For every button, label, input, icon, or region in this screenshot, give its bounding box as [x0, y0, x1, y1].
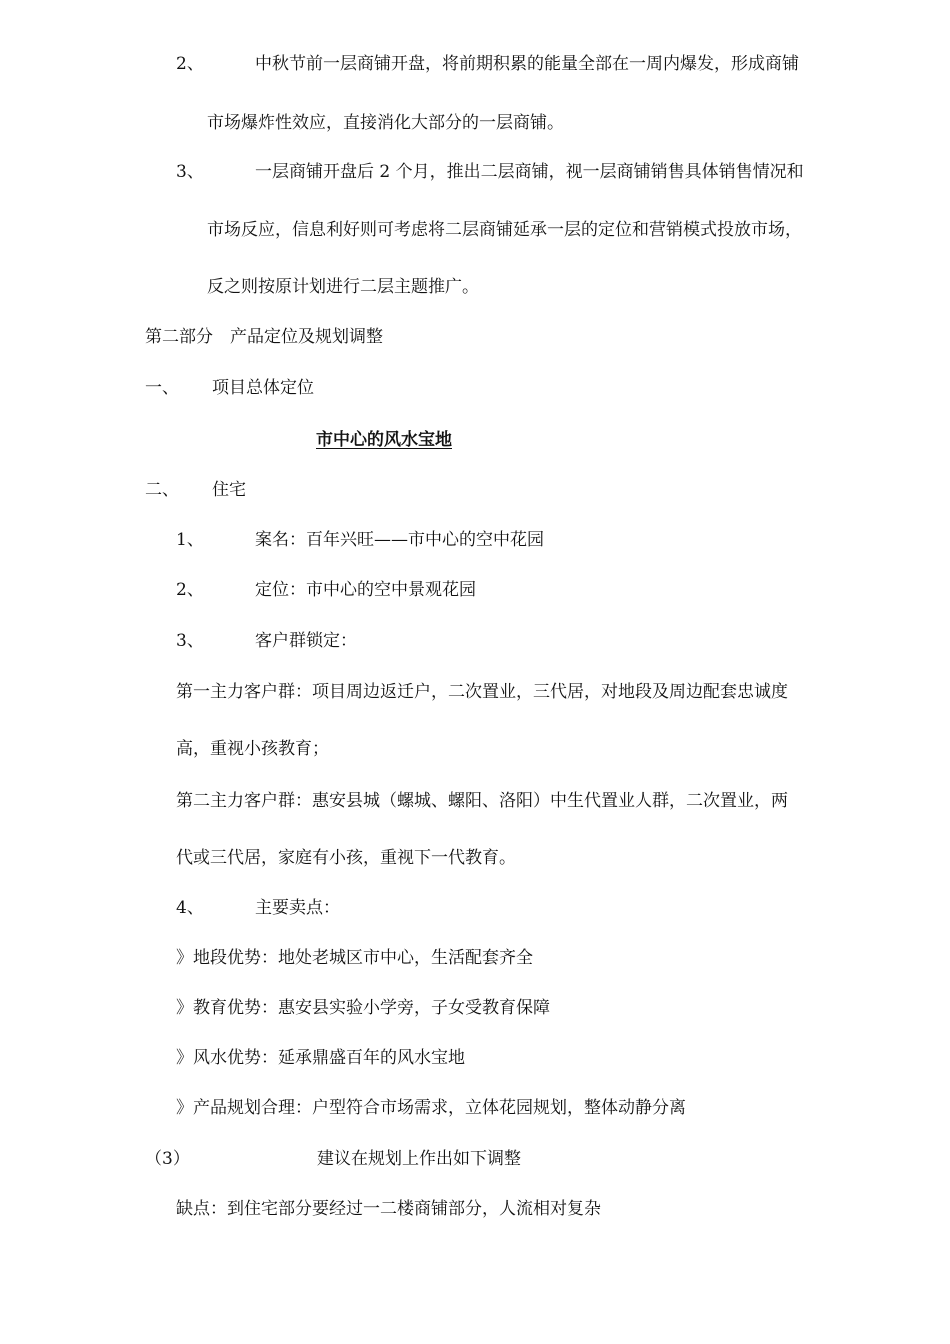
customer-group-primary: 第一主力客户群：项目周边返迁户，二次置业，三代居，对地段及周边配套忠诚度	[176, 682, 788, 702]
paragraph-line: 反之则按原计划进行二层主题推广。	[207, 277, 479, 297]
selling-point: 》教育优势：惠安县实验小学旁，子女受教育保障	[176, 998, 550, 1018]
customer-group-secondary-cont: 代或三代居，家庭有小孩，重视下一代教育。	[176, 848, 516, 868]
list-number: 4、	[176, 898, 204, 918]
list-item: 定位：市中心的空中景观花园	[255, 580, 476, 600]
section-number: 二、	[145, 480, 179, 500]
list-number: 2、	[176, 54, 204, 74]
paragraph-line: 中秋节前一层商铺开盘，将前期积累的能量全部在一周内爆发，形成商铺	[255, 54, 799, 74]
section-label: 项目总体定位	[212, 378, 314, 398]
subsection-number: （3）	[145, 1149, 190, 1169]
section-number: 一、	[145, 378, 179, 398]
paragraph-line: 一层商铺开盘后 2 个月，推出二层商铺，视一层商铺销售具体销售情况和	[255, 162, 804, 182]
customer-group-secondary: 第二主力客户群：惠安县城（螺城、螺阳、洛阳）中生代置业人群，二次置业，两	[176, 791, 788, 811]
selling-point: 》风水优势：延承鼎盛百年的风水宝地	[176, 1048, 465, 1068]
section-label: 住宅	[212, 480, 246, 500]
list-number: 3、	[176, 631, 204, 651]
list-item: 案名：百年兴旺——市中心的空中花园	[255, 530, 544, 550]
paragraph-line: 市场反应，信息利好则可考虑将二层商铺延承一层的定位和营销模式投放市场，	[207, 220, 802, 240]
list-item: 主要卖点：	[255, 898, 340, 918]
list-item: 客户群锁定：	[255, 631, 357, 651]
subsection-label: 建议在规划上作出如下调整	[317, 1149, 521, 1169]
list-number: 2、	[176, 580, 204, 600]
list-number: 3、	[176, 162, 204, 182]
paragraph-line: 市场爆炸性效应，直接消化大部分的一层商铺。	[207, 113, 564, 133]
drawback-note: 缺点：到住宅部分要经过一二楼商铺部分，人流相对复杂	[176, 1199, 601, 1219]
list-number: 1、	[176, 530, 204, 550]
customer-group-primary-cont: 高，重视小孩教育；	[176, 739, 329, 759]
selling-point: 》产品规划合理：户型符合市场需求，立体花园规划，整体动静分离	[176, 1098, 686, 1118]
section-heading: 第二部分 产品定位及规划调整	[145, 327, 383, 347]
selling-point: 》地段优势：地处老城区市中心，生活配套齐全	[176, 948, 533, 968]
positioning-tagline: 市中心的风水宝地	[316, 430, 452, 450]
